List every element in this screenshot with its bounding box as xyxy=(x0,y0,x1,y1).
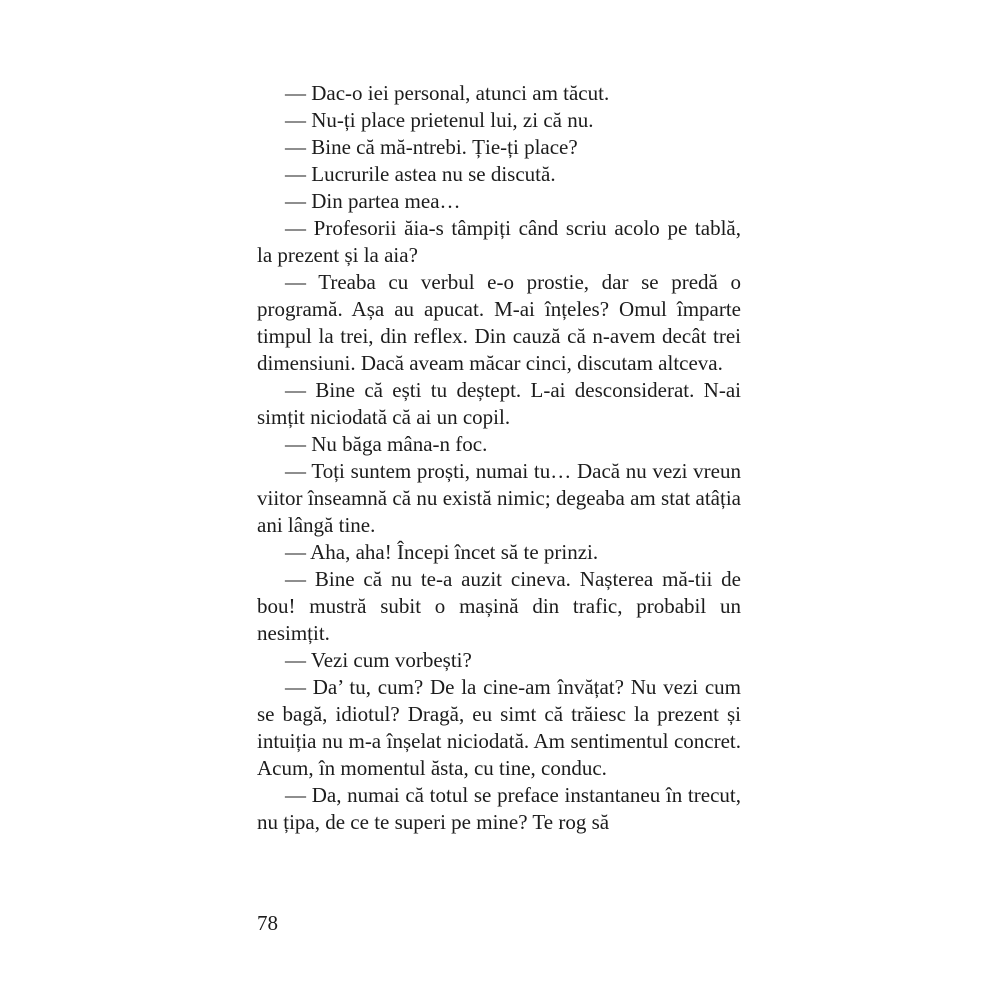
dialogue-paragraph: — Bine că nu te-a auzit cineva. Nașterea mă-tii de bou! mustră subit o mașină din trafic, probabil un nesimțit. xyxy=(257,567,741,645)
dialogue-paragraph: — Nu-ți place prietenul lui, zi că nu. xyxy=(285,108,594,132)
dialogue-paragraph: — Toți suntem proști, numai tu… Dacă nu vezi vreun viitor înseamnă că nu există nimic; degeaba am stat atâția ani lângă tine. xyxy=(257,459,741,537)
dialogue-paragraph: — Nu băga mâna-n foc. xyxy=(285,432,488,456)
dialogue-paragraph: — Dac-o iei personal, atunci am tăcut. xyxy=(285,81,610,105)
dialogue-paragraph: — Da, numai că totul se preface instantaneu în trecut, nu țipa, de ce te superi pe mine? Te rog să xyxy=(257,783,741,834)
page-body-text xyxy=(257,80,741,836)
dialogue-paragraph: — Treaba cu verbul e-o prostie, dar se predă o programă. Așa au apucat. M-ai înțeles? Omul împarte timpul la trei, din reflex. Din cauză că n-avem decât trei dimensiuni. Dacă aveam măcar cinci, discutam altceva. xyxy=(257,270,741,375)
dialogue-paragraph: — Din partea mea… xyxy=(285,189,461,213)
dialogue-paragraph: — Da’ tu, cum? De la cine-am învățat? Nu vezi cum se bagă, idiotul? Dragă, eu simt că trăiesc la prezent și intuiția nu m-a înșelat niciodată. Am sentimentul concret. Acum, în momentul ăsta, cu tine, conduc. xyxy=(257,675,741,780)
dialogue-paragraph: — Bine că ești tu deștept. L-ai desconsiderat. N-ai simțit niciodată că ai un copil. xyxy=(257,378,741,429)
dialogue-paragraph: — Lucrurile astea nu se discută. xyxy=(285,162,556,186)
dialogue-paragraph: — Aha, aha! Începi încet să te prinzi. xyxy=(285,540,599,564)
dialogue-paragraph: — Vezi cum vorbești? xyxy=(285,648,472,672)
dialogue-paragraph: — Bine că mă-ntrebi. Ție-ți place? xyxy=(285,135,578,159)
page-number: 78 xyxy=(257,911,278,935)
dialogue-paragraph: — Profesorii ăia-s tâmpiți când scriu acolo pe tablă, la prezent și la aia? xyxy=(257,216,741,267)
